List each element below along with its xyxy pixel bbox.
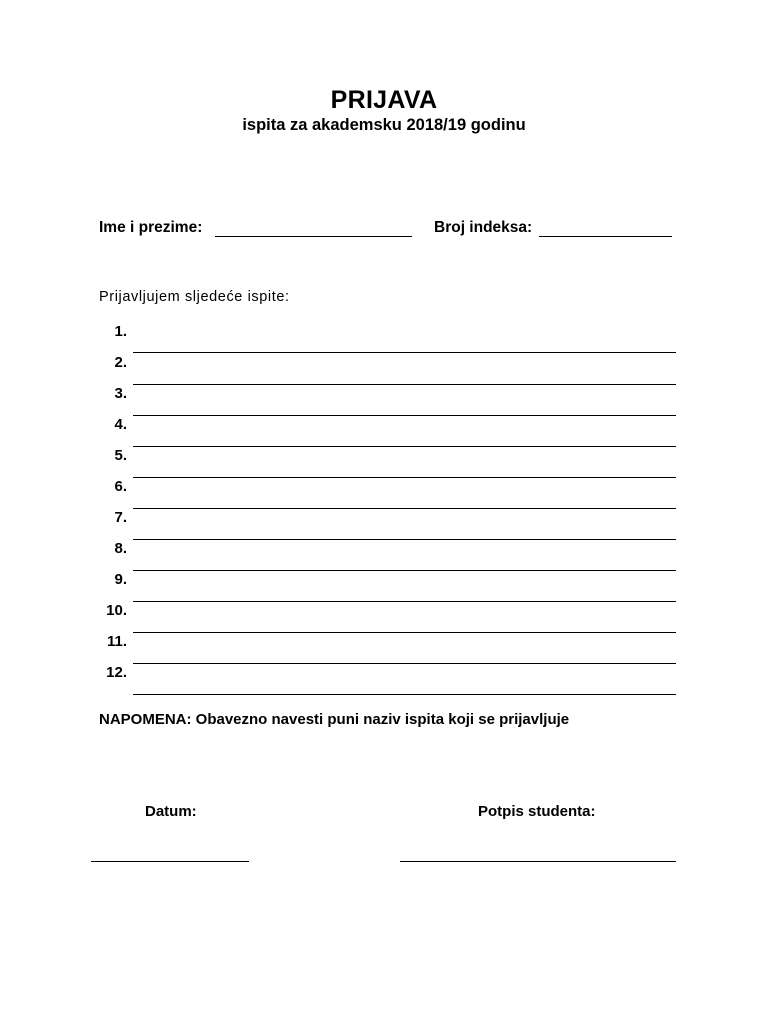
exam-line[interactable] bbox=[133, 601, 676, 602]
form-subtitle: ispita za akademsku 2018/19 godinu bbox=[242, 116, 526, 134]
exam-line[interactable] bbox=[133, 508, 676, 509]
date-field-line[interactable] bbox=[91, 861, 249, 862]
exam-number: 9. bbox=[114, 571, 127, 588]
exam-number: 1. bbox=[114, 323, 127, 340]
exam-number: 12. bbox=[106, 664, 127, 681]
exam-line[interactable] bbox=[133, 415, 676, 416]
form-title: PRIJAVA bbox=[330, 86, 438, 114]
exams-intro: Prijavljujem sljedeće ispite: bbox=[99, 289, 290, 305]
name-field-line[interactable] bbox=[215, 236, 412, 237]
exam-number: 7. bbox=[114, 509, 127, 526]
index-field-line[interactable] bbox=[539, 236, 672, 237]
exam-number: 4. bbox=[114, 416, 127, 433]
index-label: Broj indeksa: bbox=[434, 219, 533, 236]
exam-line[interactable] bbox=[133, 384, 676, 385]
exam-line[interactable] bbox=[133, 352, 676, 353]
exam-number: 3. bbox=[114, 385, 127, 402]
signature-field-line[interactable] bbox=[400, 861, 676, 862]
exam-line[interactable] bbox=[133, 477, 676, 478]
exam-number: 5. bbox=[114, 447, 127, 464]
note-text: NAPOMENA: Obavezno navesti puni naziv ispita koji se prijavljuje bbox=[99, 711, 570, 728]
exam-number: 8. bbox=[114, 540, 127, 557]
date-label: Datum: bbox=[145, 803, 197, 820]
exam-number: 10. bbox=[106, 602, 127, 619]
exam-line[interactable] bbox=[133, 632, 676, 633]
exam-line[interactable] bbox=[133, 694, 676, 695]
exam-number: 6. bbox=[114, 478, 127, 495]
name-label: Ime i prezime: bbox=[99, 219, 203, 236]
exam-line[interactable] bbox=[133, 446, 676, 447]
exam-number: 2. bbox=[114, 354, 127, 371]
signature-label: Potpis studenta: bbox=[478, 803, 596, 820]
exam-line[interactable] bbox=[133, 570, 676, 571]
exam-line[interactable] bbox=[133, 663, 676, 664]
exam-number: 11. bbox=[106, 633, 127, 650]
exam-line[interactable] bbox=[133, 539, 676, 540]
